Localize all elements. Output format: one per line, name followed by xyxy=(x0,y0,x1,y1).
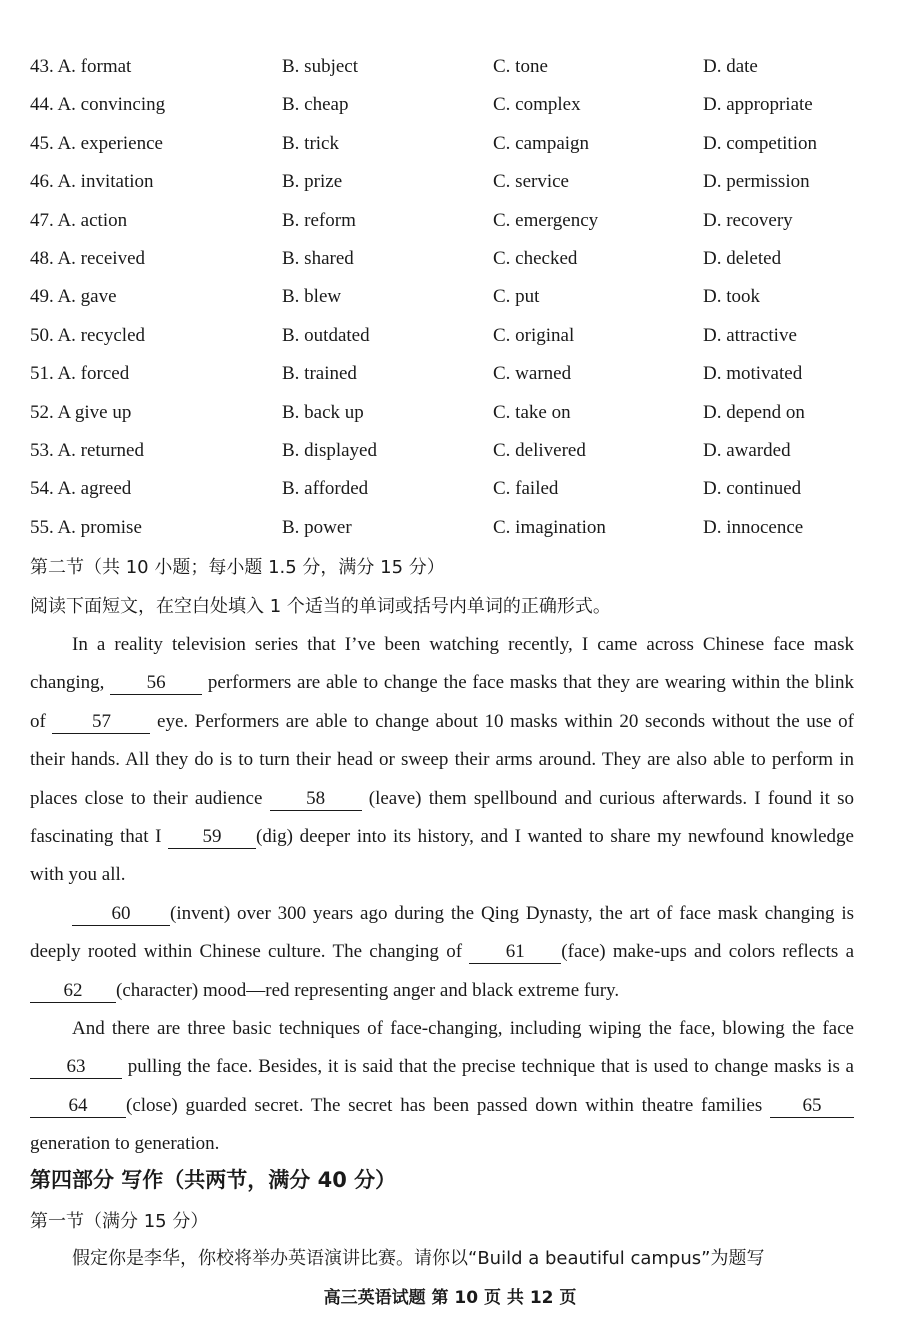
passage-text: (face) make-ups and colors reflects a xyxy=(561,941,855,963)
option-c: C. complex xyxy=(493,94,581,116)
option-b: B. prize xyxy=(282,171,343,193)
option-a: 46. A. invitation xyxy=(30,171,154,193)
option-a: 50. A. recycled xyxy=(30,324,146,346)
option-b: B. outdated xyxy=(282,324,370,346)
option-a: 45. A. experience xyxy=(30,132,163,154)
option-d: D. continued xyxy=(703,478,802,500)
option-b: B. shared xyxy=(282,247,354,269)
option-d: D. competition xyxy=(703,132,817,154)
option-d: D. recovery xyxy=(703,209,793,231)
option-c: C. warned xyxy=(493,363,572,385)
passage-text: (character) mood—red representing anger and black extreme fury. xyxy=(116,979,620,1001)
blank-61[interactable]: 61 xyxy=(469,941,561,964)
option-row xyxy=(30,436,870,474)
option-d: D. depend on xyxy=(703,401,805,423)
passage-text: (leave) them spellbound and curious afterwards. I found it so fascinating that I xyxy=(30,787,854,848)
option-a: 48. A. received xyxy=(30,247,146,269)
section2-instruction: 阅读下面短文，在空白处填入 1 个适当的单词或括号内单词的正确形式。 xyxy=(30,596,611,617)
option-d: D. permission xyxy=(703,171,810,193)
option-c: C. failed xyxy=(493,478,559,500)
part4-section1-heading: 第一节（满分 15 分） xyxy=(30,1211,209,1232)
option-list xyxy=(30,52,870,551)
option-b: B. subject xyxy=(282,56,358,77)
option-row xyxy=(30,398,870,436)
passage-text: eye. Performers are able to change about 10 masks within 20 seconds without the use of their hands. All they do is to turn their head or sweep their arms around. They are also able to perform in places close to their audience xyxy=(30,710,854,809)
option-b: B. trained xyxy=(282,363,357,385)
option-row xyxy=(30,359,870,397)
passage-text: pulling the face. Besides, it is said that the precise technique that is used to change masks is a xyxy=(122,1056,854,1078)
page-footer: 高三英语试题 第 10 页 共 12 页 xyxy=(323,1288,577,1308)
option-row xyxy=(30,167,870,205)
option-row xyxy=(30,52,870,90)
option-row xyxy=(30,90,870,128)
option-c: C. tone xyxy=(493,56,548,77)
option-b: B. back up xyxy=(282,401,364,423)
blank-63[interactable]: 63 xyxy=(30,1056,122,1079)
option-a: 43. A. format xyxy=(30,56,132,77)
passage-paragraph-1 xyxy=(30,626,854,895)
option-d: D. date xyxy=(703,56,758,77)
cloze-passage xyxy=(30,626,854,1164)
option-d: D. innocence xyxy=(703,516,804,538)
option-a: 44. A. convincing xyxy=(30,94,166,116)
option-b: B. cheap xyxy=(282,94,349,116)
option-b: B. blew xyxy=(282,286,342,308)
option-d: D. motivated xyxy=(703,363,803,385)
blank-64[interactable]: 64 xyxy=(30,1095,126,1118)
blank-58[interactable]: 58 xyxy=(270,788,362,811)
passage-text: (invent) over 300 years ago during the Qing Dynasty, the art of face mask changing is deeply rooted within Chinese culture. The changing of xyxy=(30,902,854,963)
blank-62[interactable]: 62 xyxy=(30,980,116,1003)
option-c: C. original xyxy=(493,324,575,346)
option-row xyxy=(30,282,870,320)
passage-text: (close) guarded secret. The secret has been passed down within theatre families xyxy=(126,1094,770,1116)
option-a: 54. A. agreed xyxy=(30,478,132,500)
option-b: B. afforded xyxy=(282,478,369,500)
blank-59[interactable]: 59 xyxy=(168,826,256,849)
option-a: 53. A. returned xyxy=(30,439,144,461)
option-c: C. campaign xyxy=(493,132,590,154)
option-d: D. awarded xyxy=(703,439,791,461)
option-c: C. emergency xyxy=(493,209,599,231)
option-a: 49. A. gave xyxy=(30,286,117,308)
option-c: C. take on xyxy=(493,401,571,423)
option-b: B. displayed xyxy=(282,439,377,461)
option-row xyxy=(30,129,870,167)
option-row xyxy=(30,474,870,512)
blank-56[interactable]: 56 xyxy=(110,672,202,695)
option-c: C. checked xyxy=(493,247,578,269)
option-d: D. deleted xyxy=(703,247,782,269)
blank-57[interactable]: 57 xyxy=(52,711,150,734)
option-a: 51. A. forced xyxy=(30,363,130,385)
option-c: C. service xyxy=(493,171,569,193)
option-c: C. delivered xyxy=(493,439,586,461)
passage-text: And there are three basic techniques of face-changing, including wiping the face, blowing the face xyxy=(72,1018,854,1040)
option-d: D. took xyxy=(703,286,760,308)
option-a: 47. A. action xyxy=(30,209,128,231)
option-b: B. reform xyxy=(282,209,356,231)
part4-title: 第四部分 写作（共两节，满分 40 分） xyxy=(30,1168,397,1192)
passage-text: performers are able to change the face masks that they are wearing within the blink of xyxy=(30,672,854,732)
passage-paragraph-2 xyxy=(30,895,854,1010)
option-row xyxy=(30,321,870,359)
writing-prompt: 假定你是李华，你校将举办英语演讲比赛。请你以“Build a beautiful campus”为题写 xyxy=(72,1248,765,1269)
option-row xyxy=(30,244,870,282)
passage-text: (dig) deeper into its history, and I wanted to share my newfound knowledge with you all. xyxy=(30,826,854,886)
option-a: 55. A. promise xyxy=(30,516,142,538)
option-c: C. imagination xyxy=(493,516,606,538)
option-b: B. trick xyxy=(282,132,339,154)
blank-60[interactable]: 60 xyxy=(72,903,170,926)
option-row xyxy=(30,513,870,551)
option-row xyxy=(30,206,870,244)
blank-65[interactable]: 65 xyxy=(770,1095,854,1118)
passage-text: generation to generation. xyxy=(30,1133,220,1155)
passage-paragraph-3 xyxy=(30,1010,854,1164)
option-c: C. put xyxy=(493,286,540,308)
option-b: B. power xyxy=(282,516,352,538)
option-d: D. appropriate xyxy=(703,94,813,116)
option-d: D. attractive xyxy=(703,324,797,346)
option-a: 52. A give up xyxy=(30,401,132,423)
passage-text: In a reality television series that I’ve been watching recently, I came across Chinese face mask changing, xyxy=(30,634,854,694)
section2-heading: 第二节（共 10 小题；每小题 1.5 分，满分 15 分） xyxy=(30,557,445,578)
